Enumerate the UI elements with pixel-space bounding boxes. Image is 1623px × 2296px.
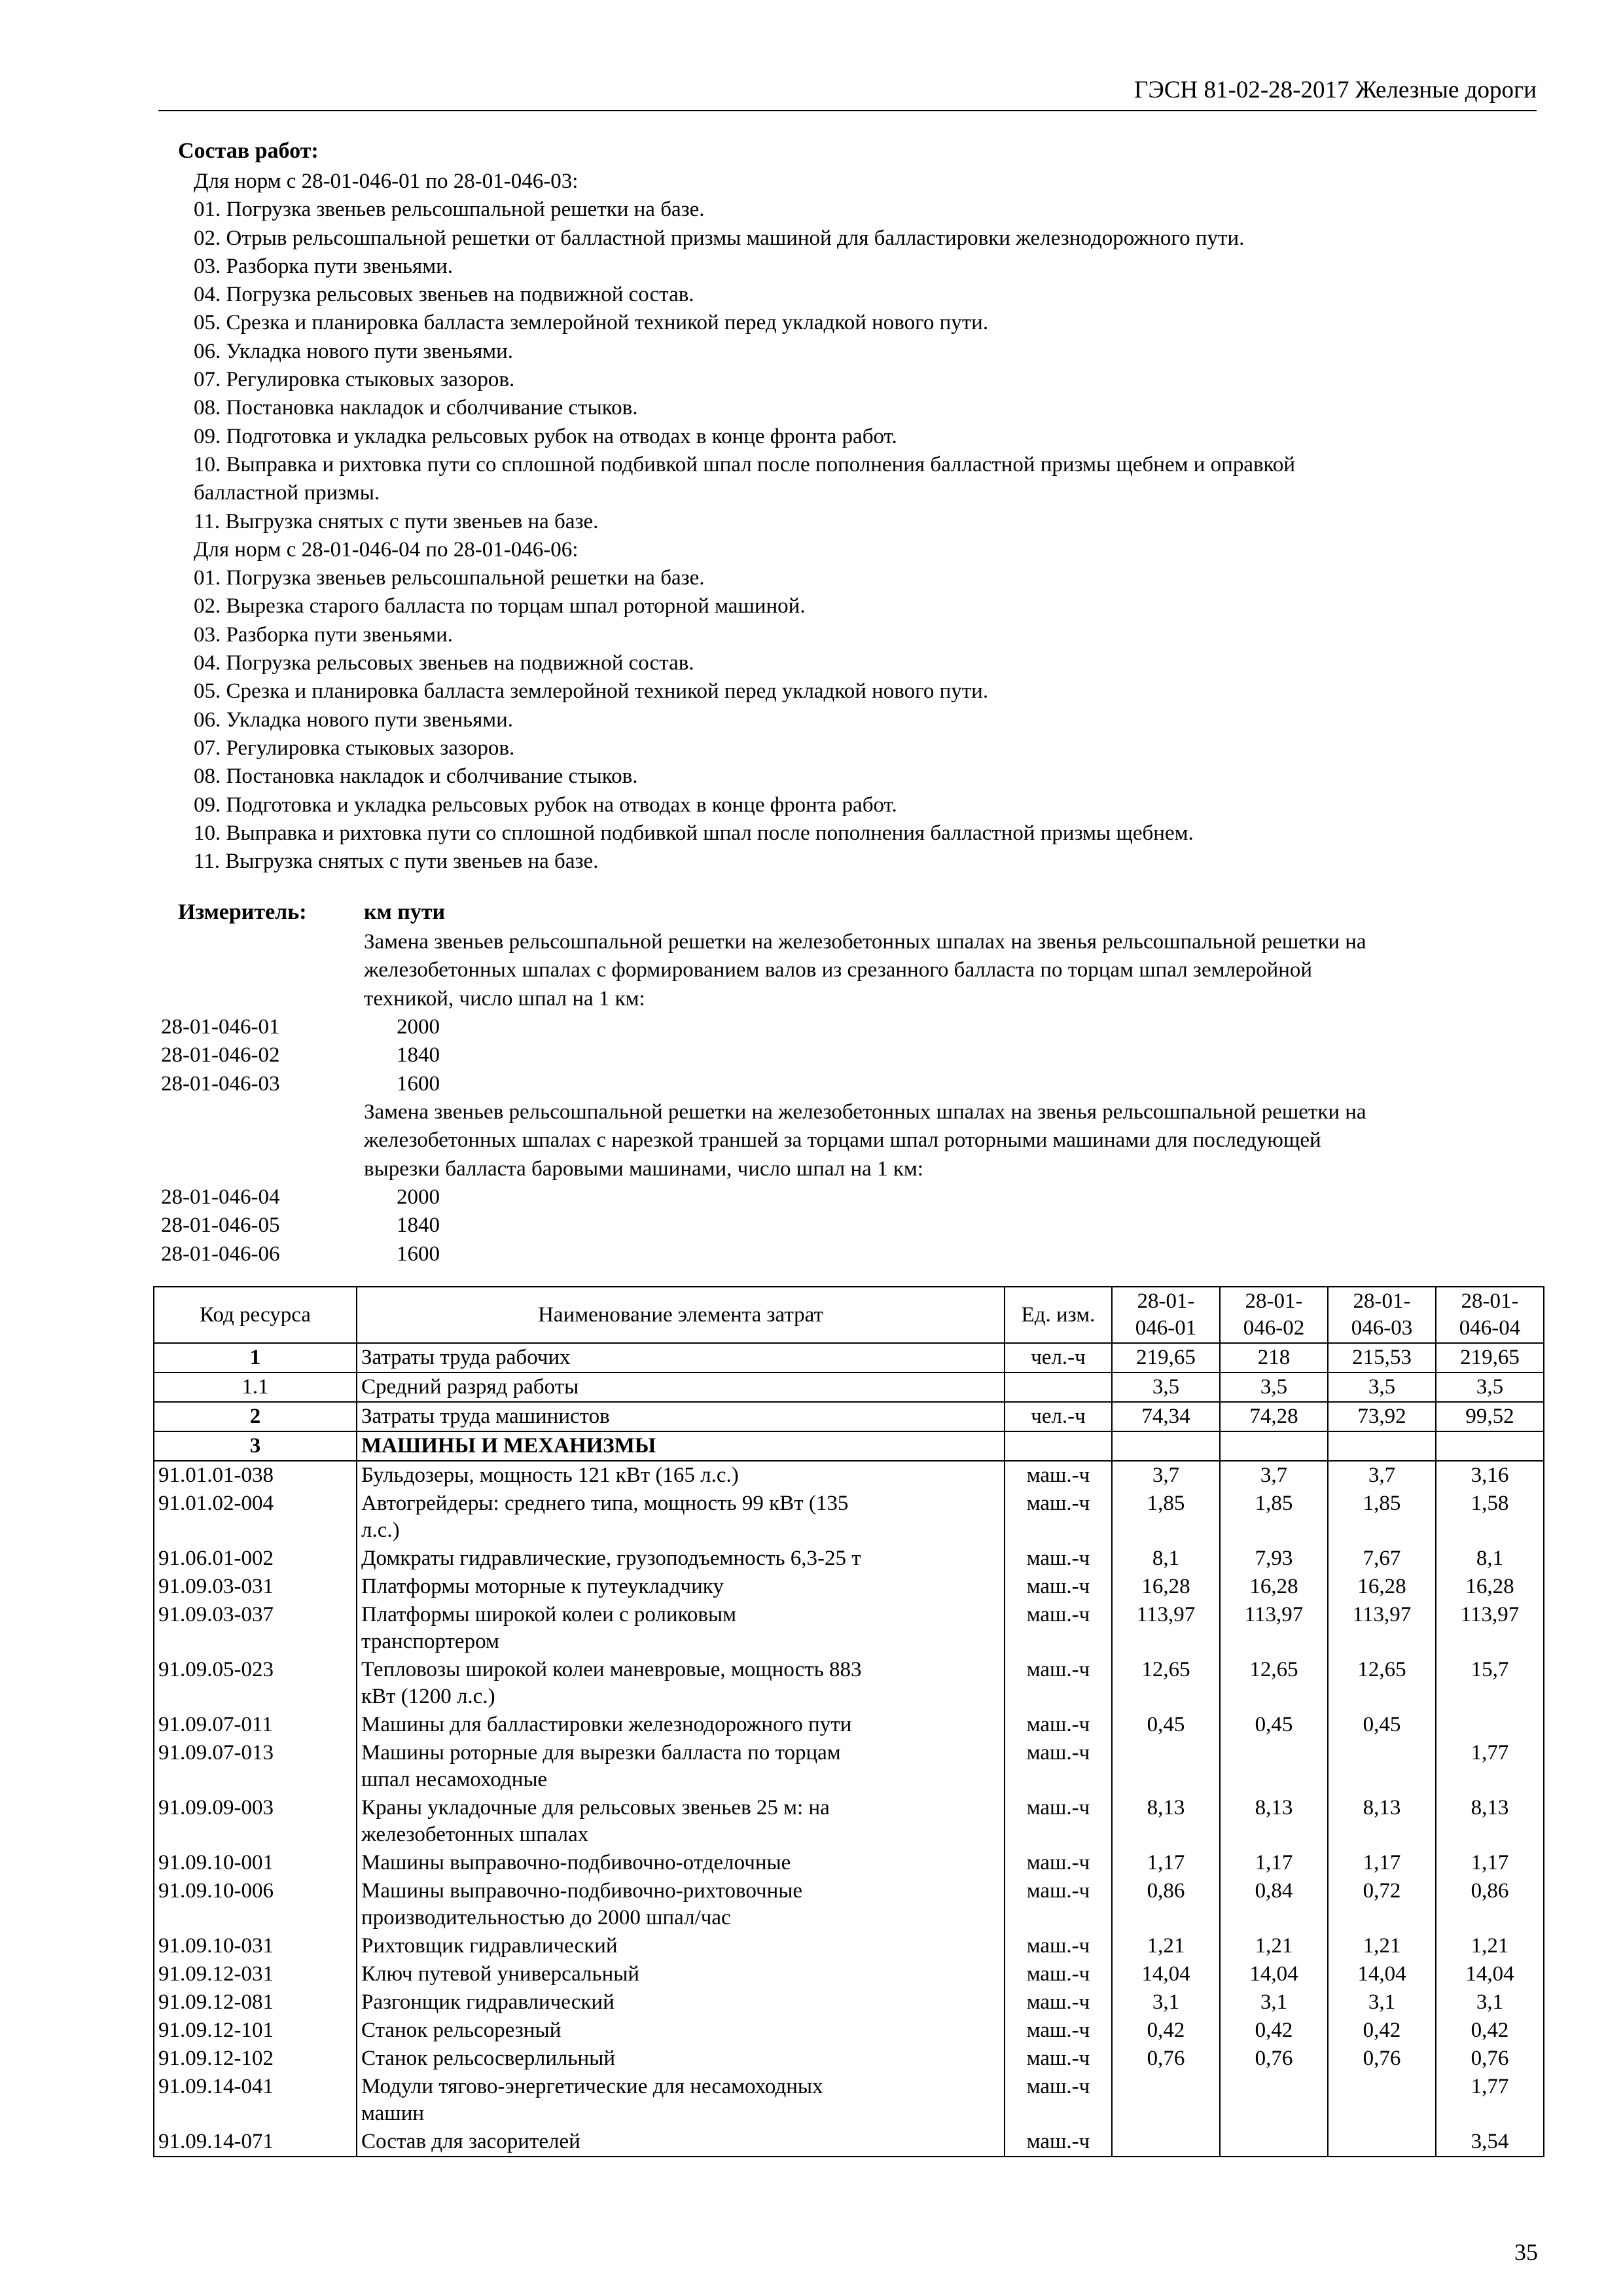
cell-norm-value: 1,17 <box>1328 1849 1436 1877</box>
cell-norm-value: 3,1 <box>1112 1988 1220 2017</box>
cell-unit: маш.-ч <box>1005 2045 1112 2073</box>
header-col-2: 28-01- 046-02 <box>1220 1287 1328 1343</box>
work-step-line: 06. Укладка нового пути звеньями. <box>194 339 514 363</box>
table-row <box>154 1343 1544 1372</box>
table-row <box>154 1656 1544 1711</box>
header-unit: Ед. изм. <box>1005 1287 1112 1343</box>
norm-code: 28-01-046-01 <box>161 1015 280 1039</box>
cell-norm-value: 15,7 <box>1436 1656 1544 1711</box>
cell-norm-value: 3,7 <box>1112 1461 1220 1490</box>
cell-resource-code: 91.01.02-004 <box>154 1490 357 1545</box>
work-step-line: 08. Постановка накладок и сболчивание стыков. <box>194 396 638 420</box>
cell-resource-code: 1.1 <box>154 1372 357 1402</box>
cell-unit: маш.-ч <box>1005 1960 1112 1988</box>
cell-norm-value <box>1220 1739 1328 1794</box>
cell-resource-code: 91.09.12-101 <box>154 2017 357 2045</box>
cell-norm-value: 1,21 <box>1436 1932 1544 1960</box>
work-step-line: 02. Отрыв рельсошпальной решетки от балластной призмы машиной для балластировки железнодорожного пути. <box>194 226 1245 250</box>
cell-cost-name: Модули тягово-энергетические для несамоходных машин <box>357 2073 1005 2128</box>
cell-norm-value <box>1220 2073 1328 2128</box>
table-row <box>154 1932 1544 1960</box>
resource-cost-table <box>153 1286 1544 2157</box>
cell-norm-value <box>1112 1739 1220 1794</box>
cell-unit: чел.-ч <box>1005 1402 1112 1431</box>
table-row <box>154 1490 1544 1545</box>
header-divider <box>158 110 1537 111</box>
table-row <box>154 2128 1544 2157</box>
header-col-4: 28-01- 046-04 <box>1436 1287 1544 1343</box>
cell-norm-value: 113,97 <box>1328 1601 1436 1656</box>
work-step-line: 02. Вырезка старого балласта по торцам шпал роторной машиной. <box>194 594 806 619</box>
cell-cost-name: Платформы моторные к путеукладчику <box>357 1573 1005 1601</box>
cell-resource-code: 1 <box>154 1343 357 1372</box>
table-row <box>154 1711 1544 1739</box>
cell-unit: чел.-ч <box>1005 1343 1112 1372</box>
cell-norm-value: 0,45 <box>1112 1711 1220 1739</box>
cell-unit: маш.-ч <box>1005 1461 1112 1490</box>
cell-norm-value: 12,65 <box>1328 1656 1436 1711</box>
work-step-line: 04. Погрузка рельсовых звеньев на подвижной состав. <box>194 283 694 307</box>
cell-norm-value: 16,28 <box>1436 1573 1544 1601</box>
cell-norm-value: 0,86 <box>1112 1877 1220 1932</box>
measure-description-line: Замена звеньев рельсошпальной решетки на железобетонных шпалах на звенья рельсошпальной решетки на <box>364 930 1366 954</box>
work-step-line: 10. Выправка и рихтовка пути со сплошной подбивкой шпал после пополнения балластной призмы щебнем и оправкой <box>194 452 1296 476</box>
table-row <box>154 2073 1544 2128</box>
measure-description-line: Замена звеньев рельсошпальной решетки на железобетонных шпалах на звенья рельсошпальной решетки на <box>364 1100 1366 1124</box>
cell-unit: маш.-ч <box>1005 1739 1112 1794</box>
cell-norm-value: 218 <box>1220 1343 1328 1372</box>
cell-norm-value: 7,93 <box>1220 1545 1328 1573</box>
table-header-row <box>154 1287 1544 1343</box>
cell-norm-value: 1,77 <box>1436 1739 1544 1794</box>
cell-unit: маш.-ч <box>1005 1711 1112 1739</box>
cell-norm-value: 113,97 <box>1220 1601 1328 1656</box>
cell-resource-code: 91.09.10-031 <box>154 1932 357 1960</box>
cell-resource-code: 91.09.07-011 <box>154 1711 357 1739</box>
cell-resource-code: 91.09.05-023 <box>154 1656 357 1711</box>
cell-unit: маш.-ч <box>1005 1545 1112 1573</box>
cell-cost-name: Состав для засорителей <box>357 2128 1005 2157</box>
cell-norm-value: 0,86 <box>1436 1877 1544 1932</box>
cell-cost-name: Краны укладочные для рельсовых звеньев 25 м: на железобетонных шпалах <box>357 1794 1005 1849</box>
cell-norm-value: 113,97 <box>1436 1601 1544 1656</box>
cell-norm-value <box>1328 1431 1436 1461</box>
cell-cost-name: Затраты труда рабочих <box>357 1343 1005 1372</box>
work-step-line: Для норм с 28-01-046-01 по 28-01-046-03: <box>194 170 579 193</box>
cell-norm-value: 14,04 <box>1328 1960 1436 1988</box>
cell-cost-name: Ключ путевой универсальный <box>357 1960 1005 1988</box>
norm-code: 28-01-046-05 <box>161 1213 280 1238</box>
cell-norm-value: 8,13 <box>1328 1794 1436 1849</box>
cell-norm-value: 3,1 <box>1220 1988 1328 2017</box>
norm-sleeper-count: 1840 <box>397 1213 440 1238</box>
work-step-line: 01. Погрузка звеньев рельсошпальной решетки на базе. <box>194 198 705 222</box>
norm-sleeper-count: 1600 <box>397 1071 440 1096</box>
measure-description-line: техникой, число шпал на 1 км: <box>364 986 645 1011</box>
cell-norm-value: 3,16 <box>1436 1461 1544 1490</box>
cell-resource-code: 91.09.03-037 <box>154 1601 357 1656</box>
cell-resource-code: 3 <box>154 1431 357 1461</box>
cell-norm-value: 1,21 <box>1220 1932 1328 1960</box>
table-row <box>154 1960 1544 1988</box>
work-step-line: 07. Регулировка стыковых зазоров. <box>194 368 515 392</box>
norm-code: 28-01-046-02 <box>161 1043 280 1067</box>
cell-norm-value: 1,85 <box>1328 1490 1436 1545</box>
measure-description-line: вырезки балласта баровыми машинами, число шпал на 1 км: <box>364 1157 923 1181</box>
cell-cost-name: МАШИНЫ И МЕХАНИЗМЫ <box>357 1431 1005 1461</box>
page-header-title: ГЭСН 81-02-28-2017 Железные дороги <box>1134 77 1537 103</box>
cell-norm-value: 215,53 <box>1328 1343 1436 1372</box>
cell-resource-code: 91.09.12-031 <box>154 1960 357 1988</box>
cell-resource-code: 91.09.14-071 <box>154 2128 357 2157</box>
cell-cost-name: Машины роторные для вырезки балласта по торцам шпал несамоходные <box>357 1739 1005 1794</box>
cell-unit <box>1005 1431 1112 1461</box>
work-step-line: Для норм с 28-01-046-04 по 28-01-046-06: <box>194 537 579 562</box>
cell-resource-code: 91.09.03-031 <box>154 1573 357 1601</box>
cell-norm-value: 14,04 <box>1220 1960 1328 1988</box>
norm-code: 28-01-046-06 <box>161 1242 280 1266</box>
cell-resource-code: 91.09.14-041 <box>154 2073 357 2128</box>
measure-description-1 <box>364 928 1542 1013</box>
work-step-line: 05. Срезка и планировка балласта землеройной техникой перед укладкой нового пути. <box>194 679 989 704</box>
cell-unit: маш.-ч <box>1005 1656 1112 1711</box>
cell-cost-name: Машины выправочно-подбивочно-отделочные <box>357 1849 1005 1877</box>
work-step-line: 03. Разборка пути звеньями. <box>194 254 453 278</box>
work-step-line: 09. Подготовка и укладка рельсовых рубок на отводах в конце фронта работ. <box>194 793 897 817</box>
cell-unit: маш.-ч <box>1005 2017 1112 2045</box>
cell-norm-value: 0,76 <box>1220 2045 1328 2073</box>
cell-norm-value <box>1328 2073 1436 2128</box>
cell-norm-value: 14,04 <box>1436 1960 1544 1988</box>
table-row <box>154 1402 1544 1431</box>
cell-cost-name: Затраты труда машинистов <box>357 1402 1005 1431</box>
work-step-line: 05. Срезка и планировка балласта землеройной техникой перед укладкой нового пути. <box>194 311 989 335</box>
cell-unit: маш.-ч <box>1005 1794 1112 1849</box>
cell-norm-value: 1,58 <box>1436 1490 1544 1545</box>
cell-norm-value <box>1112 2128 1220 2157</box>
cell-resource-code: 91.01.01-038 <box>154 1461 357 1490</box>
header-code: Код ресурса <box>154 1287 357 1343</box>
cell-norm-value: 1,85 <box>1220 1490 1328 1545</box>
cell-norm-value: 74,34 <box>1112 1402 1220 1431</box>
cell-norm-value: 3,1 <box>1436 1988 1544 2017</box>
cell-resource-code: 2 <box>154 1402 357 1431</box>
table-row <box>154 1794 1544 1849</box>
norm-code: 28-01-046-04 <box>161 1185 280 1209</box>
cell-norm-value: 16,28 <box>1220 1573 1328 1601</box>
table-row <box>154 1461 1544 1490</box>
cell-norm-value <box>1220 1431 1328 1461</box>
cell-unit: маш.-ч <box>1005 1988 1112 2017</box>
cell-cost-name: Платформы широкой колеи с роликовым транспортером <box>357 1601 1005 1656</box>
cell-norm-value: 113,97 <box>1112 1601 1220 1656</box>
cell-norm-value: 99,52 <box>1436 1402 1544 1431</box>
table-row <box>154 1849 1544 1877</box>
cell-resource-code: 91.09.12-102 <box>154 2045 357 2073</box>
cell-norm-value <box>1328 2128 1436 2157</box>
cell-norm-value: 73,92 <box>1328 1402 1436 1431</box>
work-step-line: 09. Подготовка и укладка рельсовых рубок на отводах в конце фронта работ. <box>194 424 897 448</box>
cell-cost-name: Бульдозеры, мощность 121 кВт (165 л.с.) <box>357 1461 1005 1490</box>
cell-norm-value: 1,77 <box>1436 2073 1544 2128</box>
cell-norm-value: 3,5 <box>1112 1372 1220 1402</box>
cell-unit: маш.-ч <box>1005 1849 1112 1877</box>
cell-norm-value: 1,21 <box>1328 1932 1436 1960</box>
table-row <box>154 1545 1544 1573</box>
cell-unit: маш.-ч <box>1005 2073 1112 2128</box>
cell-norm-value: 3,1 <box>1328 1988 1436 2017</box>
page-number: 35 <box>1514 2239 1538 2265</box>
cell-norm-value: 3,54 <box>1436 2128 1544 2157</box>
cell-norm-value: 0,72 <box>1328 1877 1436 1932</box>
norm-sleeper-count: 1840 <box>397 1043 440 1067</box>
cell-norm-value: 1,21 <box>1112 1932 1220 1960</box>
header-col-1: 28-01- 046-01 <box>1112 1287 1220 1343</box>
cell-unit <box>1005 1372 1112 1402</box>
cell-norm-value: 0,84 <box>1220 1877 1328 1932</box>
cell-norm-value: 16,28 <box>1328 1573 1436 1601</box>
cell-resource-code: 91.06.01-002 <box>154 1545 357 1573</box>
table-row <box>154 1988 1544 2017</box>
cell-norm-value: 16,28 <box>1112 1573 1220 1601</box>
work-step-line: 03. Разборка пути звеньями. <box>194 622 453 647</box>
cell-norm-value: 12,65 <box>1220 1656 1328 1711</box>
measure-description-line: железобетонных шпалах с формированием валов из срезанного балласта по торцам шпал землеройной <box>364 958 1313 982</box>
cell-unit: маш.-ч <box>1005 1573 1112 1601</box>
work-step-line: балластной призмы. <box>194 481 380 505</box>
cell-norm-value: 8,1 <box>1436 1545 1544 1573</box>
work-step-line: 01. Погрузка звеньев рельсошпальной решетки на базе. <box>194 566 705 590</box>
work-step-line: 04. Погрузка рельсовых звеньев на подвижной состав. <box>194 651 694 675</box>
cell-norm-value: 3,7 <box>1328 1461 1436 1490</box>
cell-unit: маш.-ч <box>1005 1490 1112 1545</box>
table-row <box>154 1573 1544 1601</box>
cell-norm-value: 74,28 <box>1220 1402 1328 1431</box>
cell-resource-code: 91.09.07-013 <box>154 1739 357 1794</box>
cell-norm-value: 14,04 <box>1112 1960 1220 1988</box>
cell-cost-name: Машины выправочно-подбивочно-рихтовочные производительностью до 2000 шпал/час <box>357 1877 1005 1932</box>
norm-code: 28-01-046-03 <box>161 1071 280 1096</box>
table-row <box>154 1739 1544 1794</box>
measure-unit: км пути <box>364 900 446 924</box>
work-step-line: 11. Выгрузка снятых с пути звеньев на базе. <box>194 509 599 533</box>
cell-norm-value <box>1112 1431 1220 1461</box>
cell-unit: маш.-ч <box>1005 1601 1112 1656</box>
norm-sleeper-count: 2000 <box>397 1015 440 1039</box>
cell-resource-code: 91.09.10-006 <box>154 1877 357 1932</box>
cell-unit: маш.-ч <box>1005 1932 1112 1960</box>
measure-label: Измеритель: <box>178 900 307 924</box>
work-step-line: 11. Выгрузка снятых с пути звеньев на базе. <box>194 850 599 874</box>
measure-description-line: железобетонных шпалах с нарезкой траншей за торцами шпал роторными машинами для последующей <box>364 1128 1321 1153</box>
cell-norm-value: 0,45 <box>1328 1711 1436 1739</box>
cell-norm-value <box>1328 1739 1436 1794</box>
cell-cost-name: Средний разряд работы <box>357 1372 1005 1402</box>
header-name: Наименование элемента затрат <box>357 1287 1005 1343</box>
work-step-line: 08. Постановка накладок и сболчивание стыков. <box>194 764 638 789</box>
cell-norm-value <box>1112 2073 1220 2128</box>
cell-cost-name: Тепловозы широкой колеи маневровые, мощность 883 кВт (1200 л.с.) <box>357 1656 1005 1711</box>
cell-norm-value: 12,65 <box>1112 1656 1220 1711</box>
cell-norm-value: 8,13 <box>1436 1794 1544 1849</box>
cell-norm-value: 0,42 <box>1112 2017 1220 2045</box>
cell-norm-value: 1,17 <box>1220 1849 1328 1877</box>
table-row <box>154 1601 1544 1656</box>
work-step-line: 07. Регулировка стыковых зазоров. <box>194 736 515 760</box>
work-step-line: 10. Выправка и рихтовка пути со сплошной подбивкой шпал после пополнения балластной призмы щебнем. <box>194 821 1194 845</box>
cell-norm-value: 3,5 <box>1328 1372 1436 1402</box>
cell-unit: маш.-ч <box>1005 1877 1112 1932</box>
cell-norm-value <box>1436 1431 1544 1461</box>
cell-norm-value <box>1436 1711 1544 1739</box>
cell-norm-value: 3,5 <box>1220 1372 1328 1402</box>
cell-norm-value: 1,17 <box>1436 1849 1544 1877</box>
table-row <box>154 2017 1544 2045</box>
cell-norm-value: 7,67 <box>1328 1545 1436 1573</box>
cell-resource-code: 91.09.09-003 <box>154 1794 357 1849</box>
cell-norm-value: 0,76 <box>1112 2045 1220 2073</box>
cell-norm-value: 0,42 <box>1328 2017 1436 2045</box>
cell-cost-name: Станок рельсорезный <box>357 2017 1005 2045</box>
cell-cost-name: Домкраты гидравлические, грузоподъемность 6,3-25 т <box>357 1545 1005 1573</box>
cell-cost-name: Машины для балластировки железнодорожного пути <box>357 1711 1005 1739</box>
cell-unit: маш.-ч <box>1005 2128 1112 2157</box>
cell-norm-value: 0,76 <box>1436 2045 1544 2073</box>
work-step-line: 06. Укладка нового пути звеньями. <box>194 708 514 732</box>
table-row <box>154 1372 1544 1402</box>
table-row <box>154 2045 1544 2073</box>
cell-norm-value: 0,42 <box>1220 2017 1328 2045</box>
cell-norm-value: 8,1 <box>1112 1545 1220 1573</box>
table-row <box>154 1431 1544 1461</box>
cell-norm-value: 219,65 <box>1436 1343 1544 1372</box>
cell-norm-value: 0,76 <box>1328 2045 1436 2073</box>
cell-norm-value: 8,13 <box>1220 1794 1328 1849</box>
cell-norm-value: 219,65 <box>1112 1343 1220 1372</box>
cell-norm-value: 3,5 <box>1436 1372 1544 1402</box>
composition-title: Состав работ: <box>178 139 319 163</box>
cell-norm-value: 1,17 <box>1112 1849 1220 1877</box>
norm-sleeper-count: 1600 <box>397 1242 440 1266</box>
norm-sleeper-count: 2000 <box>397 1185 440 1209</box>
measure-description-2 <box>364 1098 1542 1183</box>
work-composition-list <box>194 168 1542 876</box>
cell-norm-value: 8,13 <box>1112 1794 1220 1849</box>
cell-resource-code: 91.09.12-081 <box>154 1988 357 2017</box>
cell-cost-name: Станок рельсосверлильный <box>357 2045 1005 2073</box>
header-col-3: 28-01- 046-03 <box>1328 1287 1436 1343</box>
cell-cost-name: Разгонщик гидравлический <box>357 1988 1005 2017</box>
cell-norm-value: 3,7 <box>1220 1461 1328 1490</box>
cell-norm-value: 0,45 <box>1220 1711 1328 1739</box>
cell-resource-code: 91.09.10-001 <box>154 1849 357 1877</box>
cell-norm-value <box>1220 2128 1328 2157</box>
cell-norm-value: 1,85 <box>1112 1490 1220 1545</box>
cell-cost-name: Рихтовщик гидравлический <box>357 1932 1005 1960</box>
table-row <box>154 1877 1544 1932</box>
cell-cost-name: Автогрейдеры: среднего типа, мощность 99 кВт (135 л.с.) <box>357 1490 1005 1545</box>
cell-norm-value: 0,42 <box>1436 2017 1544 2045</box>
